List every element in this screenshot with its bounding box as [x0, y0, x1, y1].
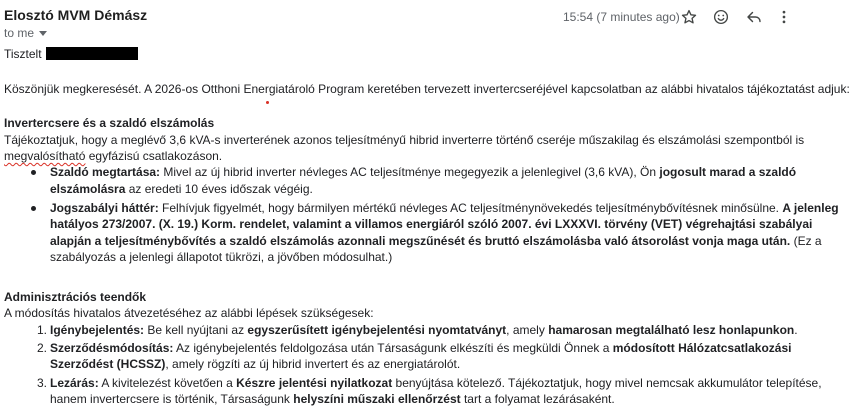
star-icon[interactable] — [679, 7, 699, 27]
section2-title: Adminisztrációs teendők — [4, 290, 147, 304]
email-header — [4, 4, 796, 40]
bullet2-line4: szabályozás a jelenlegi állapotot tükrözi, a jövőben módosulhat.) — [50, 250, 393, 264]
list-item-1: Igénybejelentés: Be kell nyújtani az egyszerűsített igénybejelentési nyomtatványt, amely hamarosan megtalálható lesz honlapunkon. — [50, 323, 798, 337]
bullet2-line3: alapján a teljesítménybővítés a szaldó elszámolás azonnali megszűnését és bruttó elszámolásba való átsorolást vonja maga után. (Ez a — [50, 234, 822, 248]
bullet2-line2: hatályos 273/2007. (X. 19.) Korm. rendelet, valamint a villamos energiáról szóló 2007. évi LXXXVI. törvény (VET) végrehajtási szabályai — [50, 217, 813, 231]
bullet1-line1: Szaldó megtartása: Mivel az új hibrid inverter névleges AC teljesítménye megegyezik a jelenlegivel (3,6 kVA), Ön jogosult marad a szaldó — [50, 165, 797, 179]
bullet-marker — [31, 206, 36, 211]
emoji-icon[interactable] — [711, 7, 731, 27]
list-item-3-line2: hanem invertercsere is történik, Társaságunk helyszíni műszaki ellenőrzést tart a folyamat lezárásaként. — [50, 392, 615, 406]
timestamp: 15:54 (7 minutes ago) — [563, 10, 680, 24]
chevron-down-icon — [39, 31, 47, 36]
bullet-marker — [31, 170, 36, 175]
sender-name[interactable]: Elosztó MVM Démász — [4, 7, 148, 23]
section2-lead: A módosítás hivatalos átvezetéséhez az alábbi lépések szükségesek: — [4, 306, 374, 320]
recipient-dropdown[interactable] — [4, 26, 47, 40]
cursor-marker — [266, 101, 269, 104]
more-icon[interactable] — [774, 7, 794, 27]
list-item-3-line1: Lezárás: A kivitelezést követően a Készre jelentési nyilatkozat benyújtása kötelező. Tájékoztatjuk, hogy mivel nemcsak akkumulátor telepítése, — [50, 376, 822, 390]
list-item-number: 1. — [37, 323, 48, 337]
greeting-text: Tisztelt — [4, 47, 42, 61]
greeting-line — [4, 46, 138, 63]
list-item-number: 3. — [37, 376, 48, 390]
spellcheck-word[interactable]: megvalósítható — [4, 149, 86, 163]
list-item-number: 2. — [37, 341, 48, 355]
section1-paragraph-line2: megvalósítható egyfázisú csatlakozáson. — [4, 149, 223, 163]
section1-title: Invertercsere és a szaldó elszámolás — [4, 116, 215, 130]
section1-paragraph-line1: Tájékoztatjuk, hogy a meglévő 3,6 kVA-s inverterének azonos teljesítményű hibrid inverterre történő cseréje műszakilag és elszámolási szempontból is — [4, 133, 805, 147]
recipient-label: to me — [4, 26, 35, 40]
bullet2-line1: Jogszabályi háttér: Felhívjuk figyelmét, hogy bármilyen mértékű névleges AC teljesítménynövekedés teljesítménybővítésnek minősülne. A jelenleg — [50, 201, 839, 215]
list-item-2-line1: Szerződésmódosítás: Az igénybejelentés feldolgozása után Társaságunk elkészíti és megküldi Önnek a módosított Hálózatcsatlakozási — [50, 341, 792, 355]
list-item-2-line2: Szerződést (HCSSZ), amely rögzíti az új hibrid invertert és az energiatárolót. — [50, 357, 461, 371]
redacted-name — [46, 47, 138, 60]
bullet1-line2: elszámolásra az eredeti 10 éves időszak végéig. — [50, 182, 313, 196]
reply-icon[interactable] — [744, 7, 764, 27]
intro-paragraph: Köszönjük megkeresését. A 2026-os Otthoni Energiatároló Program keretében tervezett invertercseréjével kapcsolatban az alábbi hivatalos tájékoztatást adjuk: — [4, 82, 850, 96]
